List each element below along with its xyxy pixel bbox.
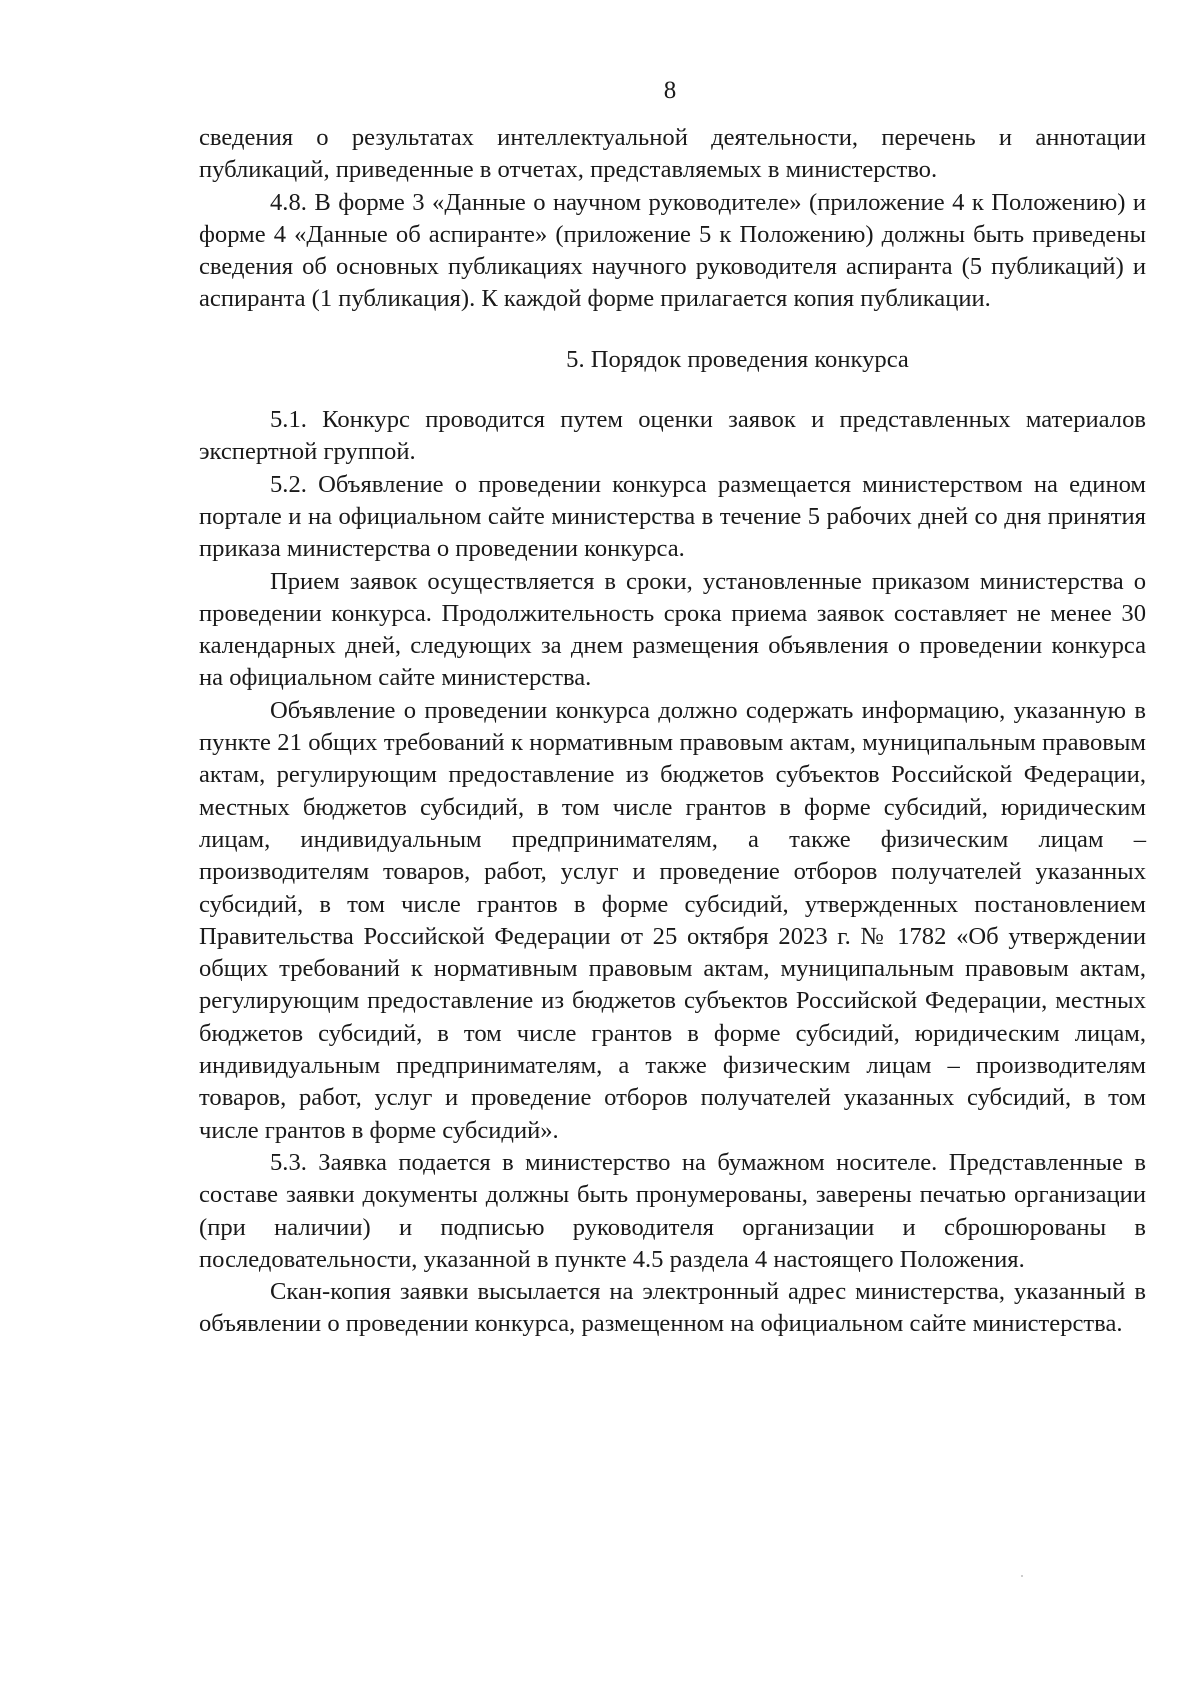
scan-artifact <box>1021 1575 1023 1577</box>
section-heading: 5. Порядок проведения конкурса <box>566 345 909 373</box>
paragraph-continuation: сведения о результатах интеллектуальной деятельности, перечень и аннотации публикаций, приведенные в отчетах, представляемых в министерство. <box>199 124 1146 184</box>
paragraph-5-3: 5.3. Заявка подается в министерство на бумажном носителе. Представленные в составе заявки документы должны быть пронумерованы, заверены печатью организации (при наличии) и подписью руководителя организации и сброшюрованы в последовательности, указанной в пункте 4.5 раздела 4 настоящего Положения. <box>199 1148 1146 1273</box>
paragraph-5-1: 5.1. Конкурс проводится путем оценки заявок и представленных материалов экспертной группой. <box>199 406 1146 466</box>
paragraph-scan-copy: Скан-копия заявки высылается на электронный адрес министерства, указанный в объявлении о проведении конкурса, размещенном на официальном сайте министерства. <box>199 1278 1146 1338</box>
page-number: 8 <box>663 77 677 104</box>
paragraph-announcement-content: Объявление о проведении конкурса должно содержать информацию, указанную в пункте 21 общих требований к нормативным правовым актам, муниципальным правовым актам, регулирующим предоставление из бюджетов субъектов Российской Федерации, местных бюджетов субсидий, в том числе грантов в форме субсидий, юридическим лицам, индивидуальным предпринимателям, а также физическим лицам – производителям товаров, работ, услуг и проведение отборов получателей указанных субсидий, в том числе грантов в форме субсидий, утвержденных постановлением Правительства Российской Федерации от 25 октября 2023 г. № 1782 «Об утверждении общих требований к нормативным правовым актам, муниципальным правовым актам, регулирующим предоставление из бюджетов субъектов Российской Федерации, местных бюджетов субсидий, в том числе грантов в форме субсидий, юридическим лицам, индивидуальным предпринимателям, а также физическим лицам – производителям товаров, работ, услуг и проведение отборов получателей указанных субсидий, в том числе грантов в форме субсидий». <box>199 696 1146 1144</box>
paragraph-5-2: 5.2. Объявление о проведении конкурса размещается министерством на едином портале и на официальном сайте министерства в течение 5 рабочих дней со дня принятия приказа министерства о проведении конкурса. <box>199 470 1146 563</box>
paragraph-application-terms: Прием заявок осуществляется в сроки, установленные приказом министерства о проведении конкурса. Продолжительность срока приема заявок составляет не менее 30 календарных дней, следующих за днем размещения объявления о проведении конкурса на официальном сайте министерства. <box>199 567 1146 692</box>
paragraph-4-8: 4.8. В форме 3 «Данные о научном руководителе» (приложение 4 к Положению) и форме 4 «Данные об аспиранте» (приложение 5 к Положению) должны быть приведены сведения об основных публикациях научного руководителя аспиранта (5 публикаций) и аспиранта (1 публикация). К каждой форме прилагается копия публикации. <box>199 188 1146 313</box>
document-body <box>199 122 1146 1341</box>
